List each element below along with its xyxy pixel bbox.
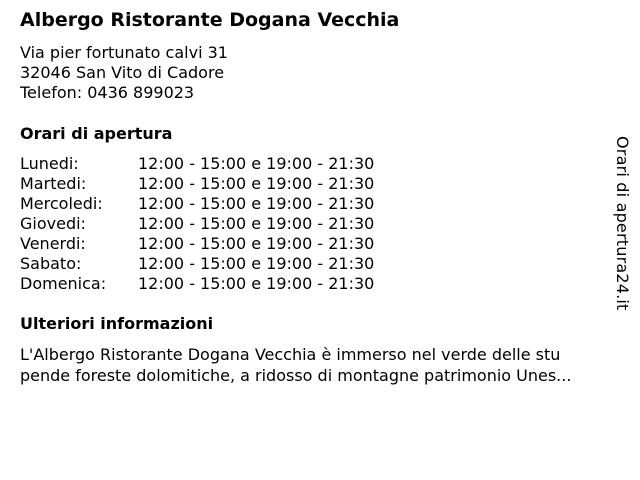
time-range: 12:00 - 15:00 e 19:00 - 21:30	[138, 194, 375, 213]
hours-row-tuesday	[20, 174, 374, 194]
address-street: Via pier fortunato calvi 31	[20, 43, 228, 62]
address-city: 32046 San Vito di Cadore	[20, 63, 225, 82]
phone-number: Telefon: 0436 899023	[20, 83, 195, 102]
opening-hours-table	[20, 154, 374, 294]
address-block	[20, 43, 228, 103]
time-range: 12:00 - 15:00 e 19:00 - 21:30	[138, 254, 375, 273]
hours-row-monday	[20, 154, 374, 174]
hours-row-wednesday	[20, 194, 374, 214]
day-label: Venerdi:	[20, 234, 86, 253]
time-range: 12:00 - 15:00 e 19:00 - 21:30	[138, 214, 375, 233]
day-label: Domenica:	[20, 274, 107, 293]
hours-row-thursday	[20, 214, 374, 234]
time-range: 12:00 - 15:00 e 19:00 - 21:30	[138, 274, 375, 293]
hours-row-saturday	[20, 254, 374, 274]
hours-row-sunday	[20, 274, 374, 294]
further-info-heading: Ulteriori informazioni	[20, 314, 214, 333]
site-watermark: Orari di apertura24.it	[613, 136, 632, 311]
day-label: Lunedi:	[20, 154, 79, 173]
day-label: Mercoledi:	[20, 194, 103, 213]
description-line-1: L'Albergo Ristorante Dogana Vecchia è immerso nel verde delle stu	[20, 345, 561, 364]
description-text	[20, 344, 620, 386]
day-label: Giovedi:	[20, 214, 86, 233]
time-range: 12:00 - 15:00 e 19:00 - 21:30	[138, 234, 375, 253]
description-line-2: pende foreste dolomitiche, a ridosso di montagne patrimonio Unes...	[20, 366, 572, 385]
time-range: 12:00 - 15:00 e 19:00 - 21:30	[138, 154, 375, 173]
business-name: Albergo Ristorante Dogana Vecchia	[20, 9, 400, 31]
time-range: 12:00 - 15:00 e 19:00 - 21:30	[138, 174, 375, 193]
day-label: Sabato:	[20, 254, 82, 273]
opening-hours-heading: Orari di apertura	[20, 124, 173, 143]
hours-row-friday	[20, 234, 374, 254]
day-label: Martedi:	[20, 174, 87, 193]
